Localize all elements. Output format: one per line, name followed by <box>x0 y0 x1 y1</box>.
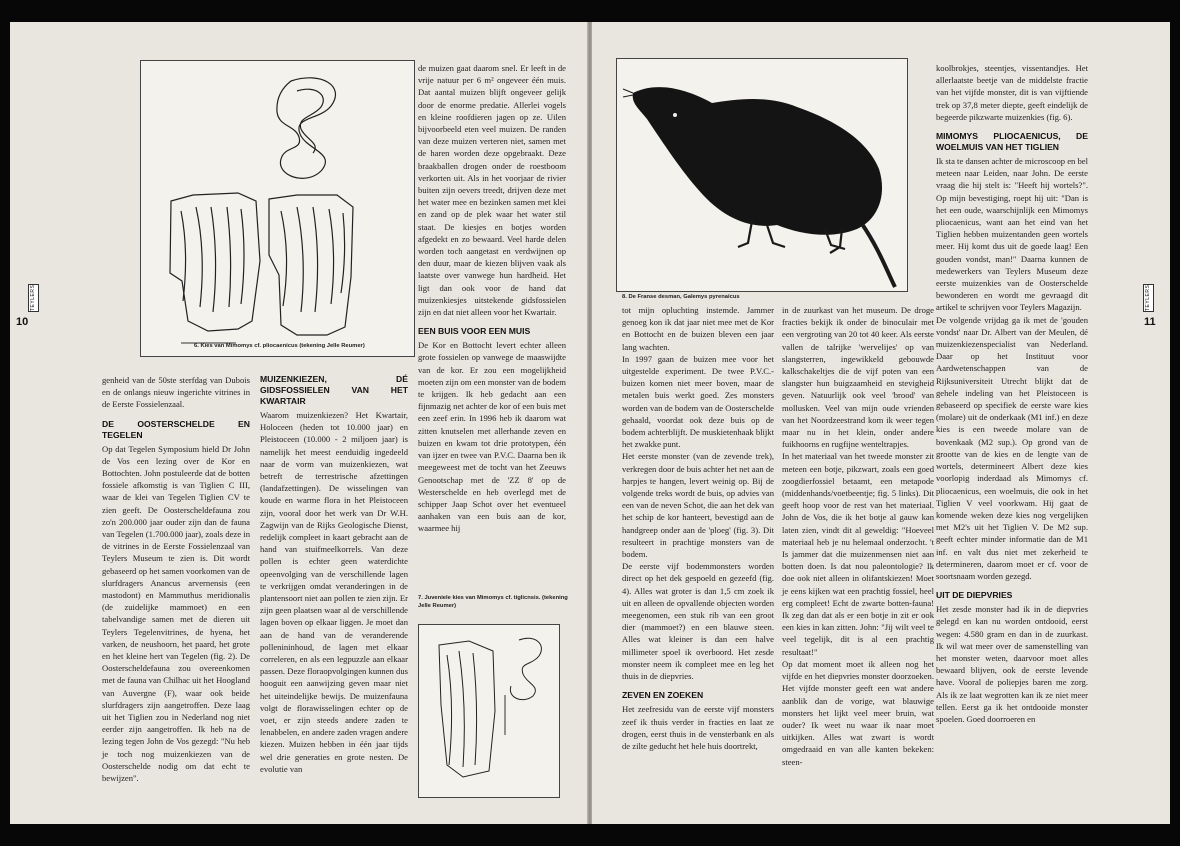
paragraph: De Kor en Bottocht levert echter alleen grote fossielen op vanwege de maaswijdte van de kor. Er zou een mogelijkheid moeten zijn om een monster van de bodem te krijgen. Ik heb gedacht aan een fijnmazig net achter de kor of een buis met een zeef erin. In 1996 heb ik daarom wat zitten knutselen met allerhande zeven en buizen en kwam tot drie prototypen, één van ijzer en twee van P.V.C. Daarna ben ik meegeweest met de tocht van het Zeeuws Genootschap met de 'ZZ 8' op de Westerschelde en heb overlegd met de schipper Jaap Schot over het eventueel aanhaken van een buis aan de kor, waarmee hij <box>418 340 566 534</box>
figure-6-caption: 6. Kies van Mimomys cf. pliocaenicus (tekening Jelle Reumer) <box>194 343 365 349</box>
paragraph: Het eerste monster (van de zevende trek), verkregen door de buis achter het net aan de harpjes te hangen, levert weinig op. Bij de volgende treks wordt de buis, op advies van een van de neven Schot, die aan het dek van het schip de kor hanteert, bevestigd aan de handgreep onder aan de 'ploeg' (fig. 3). Dit resulteert in prachtige monsters van de bodem. <box>622 451 774 560</box>
section-heading: DE OOSTERSCHELDE EN TEGELEN <box>102 418 250 440</box>
teylers-logo: TEYLERS <box>28 284 39 312</box>
left-column-2 <box>260 374 408 814</box>
section-heading: MIMOMYS PLIOCAENICUS, DE WOELMUIS VAN HET TIGLIEN <box>936 131 1088 153</box>
left-page <box>10 22 590 824</box>
paragraph: koolbrokjes, steentjes, vissentandjes. Het allerlaatste beetje van de middelste fractie van het vijfde monster, dit is van vijftiende trek op 37,8 meter diepte, geeft eindelijk de begeerde pikzwarte muizenkies (fig. 6). <box>936 63 1088 122</box>
paragraph: Het zeefresidu van de eerste vijf monsters zeef ik thuis verder in fracties en laat ze drogen, eerst thuis in de vensterbank en als de zilte geducht het hele huis doortrekt, <box>622 704 774 751</box>
paragraph: tot mijn opluchting instemde. Jammer genoeg kon ik dat jaar niet mee met de Kor en Bottocht en de buizen bleven een jaar lang wachten. <box>622 305 774 352</box>
figure-8-frame <box>616 58 908 292</box>
figure-6-frame <box>140 60 415 357</box>
right-column-2 <box>782 304 934 814</box>
paragraph: De eerste vijf bodemmonsters worden direct op het dek gespoeld en gezeefd (fig. 4). Alles wat groter is dan 1,5 cm zoek ik uit en alleen de opvallende objecten worden meegenomen, een stuk rib van een groot dier (mammoet?) en een blauwe steen. Alles wat kleiner is dan een halve millimeter spoel ik overboord. Het zesde monster neem ik compleet mee en leg het thuis in de diepvries. <box>622 561 774 682</box>
figure-7-caption: 7. Juveniele kies van Mimomys cf. tiglicnsis. (tekening Jelle Reumer) <box>418 595 568 609</box>
paragraph: de muizen gaat daarom snel. Er leeft in de vrije natuur per 6 m² ongeveer één muis. Dat aantal muizen blijft ongeveer gelijk door de enorme predatie. Allerlei vogels en kleine roofdieren jagen op ze. Uilen bijvoorbeeld eten veel muizen. De randen van deze muizen verteren niet, samen met de haren worden deze opgebraakt. Deze braakballen drogen onder de roestboom verkorten uit. Als in het voorjaar de rivier buiten zijn oevers treedt, drijven deze met het water mee en bezinken samen met klei en zand op de plek waar het water stil staat. De kiesjes en botjes worden afgedekt en zo bewaard. Veel harde delen worden toch aangetast en verdwijnen op den duur, maar de kiezen blijven vaak als laatste over vanwege hun hardheid. Het ligt dan ook voor de hand dat muizenkiesjes uitstekende gidsfossielen zijn en dat niet alleen voor het Kwartair. <box>418 63 566 318</box>
paragraph: Op dat moment moet ik alleen nog het vijfde en het diepvries monster doorzoeken. Het vijfde monster geeft een wat andere aanblik dan de vorige, wat blauwige monsters het lijkt veel meer bruin, wat ouder? Ik weet nu waar ik naar moet uitkijken. Alles wat zwart is wordt omgedraaid en van alle kanten bekeken: steen- <box>782 658 934 767</box>
paragraph: genheid van de 50ste sterfdag van Dubois en de onlangs nieuw ingerichte vitrines in de Eerste Fossielenzaal. <box>102 375 250 410</box>
paragraph: Op dat Tegelen Symposium hield Dr John de Vos een lezing over de Kor en Bottochten. John postuleerde dat de botten fossiele afkomstig is van Tiglien C III, waar de klei van Tegelen Tiglien CV te zien geeft. De Oosterscheldefauna zou zo'n 200.000 jaar ouder zijn dan de fauna van Tegelen (1.700.000 jaar), zoals deze in de vitrines in de Eerste Fossielenzaal van Teylers Museum te zien is. Dit wordt gebaseerd op het samen voorkomen van de slurfdragers Anancus arvernensis (een mastodont) en Mammuthus meridionalis (de zuidelijke mammoet) en een tabelvandige samen met de dieren uit Teylers Tegelenvitrines, de hyena, het varken, de neushoorn, het paard, het grote en het kleine hert van Tegelen (fig. 2). De Oosterscheldefauna zou overeenkomen met de fauna van Chilhac uit het Hoogland van Auvergne (F), waar ook beide slurfdragers zijn aangetroffen. Deze laag uit het Tiglien zou in Nederland nog niet eerder zijn aangetroffen. Ik heb na de lezing tegen John de Vos gezegd: "Nu heb je toch nog muizenkiezen van de Oosterschelde nodig om dat echt te bewijzen". <box>102 443 250 784</box>
left-column-3 <box>418 62 566 534</box>
paragraph: In 1997 gaan de buizen mee voor het uitgestelde experiment. De twee P.V.C.-buizen komen niet meer boven, maar de metalen buis werkt goed. Zes monsters worden van de bodem van de Oosterschelde gehaald, voordat ook deze buis op de bodem achterblijft. De muskietenhaak blijkt het zwakke punt. <box>622 353 774 450</box>
section-heading: UIT DE DIEPVRIES <box>936 590 1013 601</box>
right-column-3 <box>936 62 1088 814</box>
paragraph: In het materiaal van het tweede monster zit meteen een botje, pikzwart, zoals een goed zoogdierfossiel betaamt, een metapode (middenhands/voetbeentje; fig. 5 links). Dit geeft hoop voor de rest van het materiaal. John de Vos, die ik het botje al gauw kan laten zien, vindt dit al geweldig: "Hoeveel materiaal heb je nu helemaal onderzocht. 't Is jammer dat die muizenmensen niet aan botten doen. Is dat nou paleontologie? Ik doe ook niet alleen in olifantskiezen! Moet je eens kijken wat een prachtig fossiel, heel erg compleet! Echt de zwarte botten-fauna! Ik zeg dan dat als er een botje in zit er ook een kies in kan zitten. John: "Jij wilt veel te veel tegelijk, dit is al een prachtig resultaat!" <box>782 451 934 657</box>
left-column-1 <box>102 374 250 814</box>
teylers-logo-right: TEYLERS <box>1143 284 1154 312</box>
section-heading: ZEVEN EN ZOEKEN <box>622 690 704 701</box>
paragraph: Waarom muizenkiezen? Het Kwartair, Holoceen (heden tot 10.000 jaar) en Pleistoceen (10.000 - 2 miljoen jaar) is namelijk het meest eenduidig ingedeeld naar de vorm van muizenkiezen, wat betreft de terrestrische afzettingen (landafzettingen). De wisselingen van koude en warme flora in het Pleistoceen zijn, vooral door het werk van Dr W.H. Zagwijn van de Rijks Geologische Dienst, redelijk compleet in kaart gebracht aan de hand van stuifmeelkorrels. Van deze pollen is echter geen waterdichte opeenvolging van de verschillende lagen te verkrijgen omdat veranderingen in de plantensoort niet aan pollen te zien zijn. Er zijn geen plaatsen waar al de verschillende lagen boven op elkaar liggen. Je moet dan aan de hand van de veranderende pollenininhoud, de lagen met elkaar correleren, en als een legpuzzle aan elkaar passen. Deze floraopvolgingen kunnen dus hooguit een aanwijzing geven maar niet het uiteindelijke bewijs. De muizenfauna volgt de florawisselingen echter op de voet, er zijn steeds andere zaden te lenabbelen, en andere zaden vragen andere kiezen. Muizen hebben in één jaar tijds wel drie generaties en grote nesten. De evolutie van <box>260 410 408 774</box>
figure-7-frame <box>418 624 560 798</box>
molar-drawing-figure-6 <box>141 61 414 356</box>
juvenile-molar-drawing-figure-7 <box>419 625 559 797</box>
section-heading: EEN BUIS VOOR EEN MUIS <box>418 326 531 337</box>
page-number-right: 11 <box>1144 316 1156 328</box>
paragraph: Het zesde monster had ik in de diepvries gelegd en kan nu worden ontdooid, eerst wegen: 4.580 gram en dan in de zuurkast. Ik wil wat meer over de samenstelling van het monster weten, daarvoor moet alles bewaard blijven, ook de eerste levende have. Vooral de poliepjes baren me zorg. Als ik ze laat wegrotten kan ik ze niet meer tellen. Eerst ga ik het ontdooide monster spoelen. Goed doorroeren en <box>936 604 1088 724</box>
desman-illustration-figure-8 <box>617 59 907 291</box>
figure-8-caption: 8. De Franse desman, Galemys pyrenaicus <box>622 294 740 300</box>
page-number-left: 10 <box>16 316 29 328</box>
right-column-1 <box>622 304 774 814</box>
paragraph: De volgende vrijdag ga ik met de 'gouden vondst' naar Dr. Albert van der Meulen, dé muizenkiezenspecialist van Nederland. Daar op het Instituut voor Aardwetenschappen van de Rijksuniversiteit Utrecht blijkt dat de gehele indeling van het Pleistoceen is gebaseerd op specifiek de eerste ware kies (molare) uit de onderkaak (M1 inf.) en deze kies is een tweede molare van de bovenkaak (M2 sup.). Op grond van de grootte van de kies en de lengte van de wortels, determineert Albert deze kies voorlopig inderdaad als Mimomys cf. pliocaenicus, een woelmuis, die ook in het Tiglien V veel voorkwam. Hij gaat de komende weken deze kies nog vergelijken met M2's uit het Tiglien V. De M2 sup. geeft echter minder informatie dan de M1 inf. en valt dus niet met zekerheid te determineren, daarom moet er cf. voor de soortsnaam worden gezegd. <box>936 314 1088 581</box>
section-heading: MUIZENKIEZEN, DÉ GIDSFOSSIELEN VAN HET KWARTAIR <box>260 374 408 406</box>
paragraph: in de zuurkast van het museum. De droge fracties bekijk ik onder de binoculair met een vergroting van 20 tot 40 keer. Als eerste vallen de talrijke 'wervelijes' op van slangsterren, ingewikkeld gebouwde kalkschakeltjes die de vijf poten van een slangster hun buigzaamheid en stevigheid geven. Natuurlijk ook veel 'brood' van mollusken. Veel van mijn oude vrienden van het Noordzeestrand kom ik weer tegen maar nu in het klein, onder andere fuikhoorns en rugfijne wenteltrapjes. <box>782 305 934 450</box>
right-page <box>592 22 1170 824</box>
paragraph: Ik sta te dansen achter de microscoop en bel meteen naar Leiden, naar John. De eerste vraag die hij stelt is: "Heeft hij wortels?". Op mijn bevestiging, roept hij uit: "Dan is het een oude, waarschijnlijk een Mimomys pliocaenicus, want aan het eind van het Tiglien hebben muizentanden geen wortels meer. Hij komt dus uit de goede laag! Een gouden vondst, man!" Daarna kunnen de medewerkers van Teylers Museum deze eerste muizenkies van de Oosterschelde bewonderen en wordt me gevraagd dit artikel te schrijven voor Teylers Magazijn. <box>936 156 1088 313</box>
